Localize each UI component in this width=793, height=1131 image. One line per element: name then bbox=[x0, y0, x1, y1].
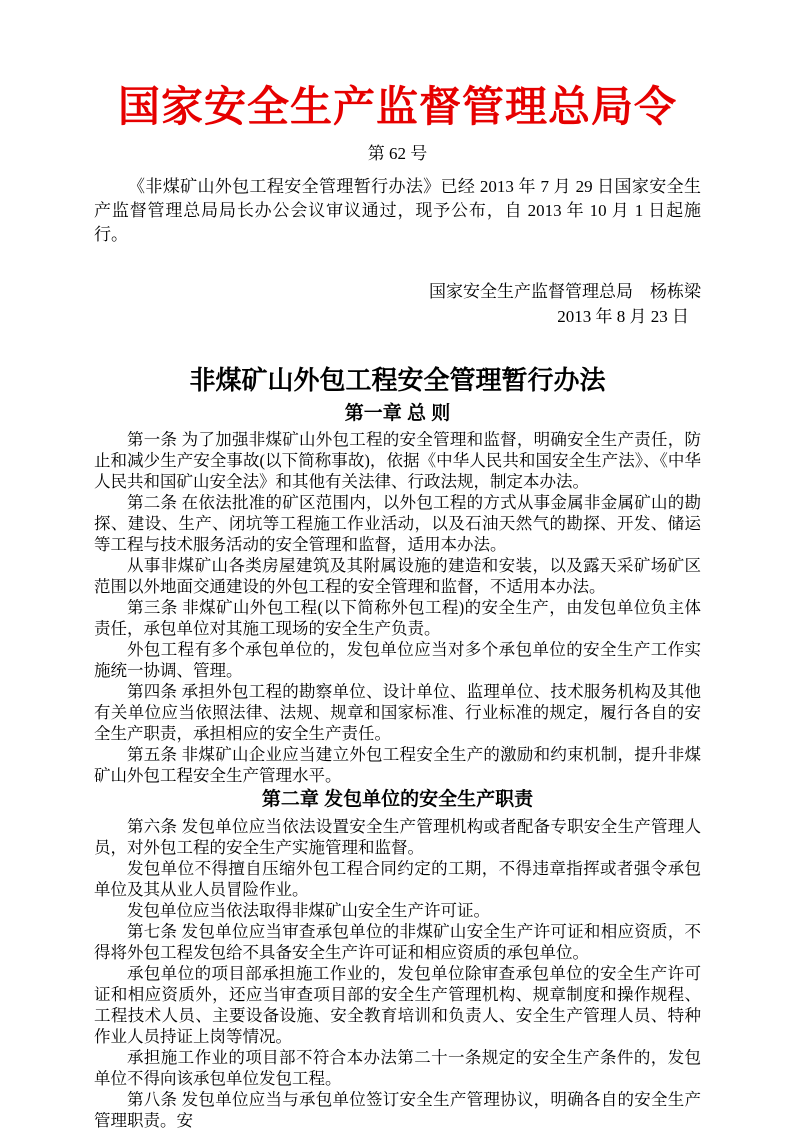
clause-paragraph: 外包工程有多个承包单位的，发包单位应当对多个承包单位的安全生产工作实施统一协调、管理。 bbox=[94, 640, 701, 681]
clause-paragraph: 第七条 发包单位应当审查承包单位的非煤矿山安全生产许可证和相应资质，不得将外包工程发包给不具备安全生产许可证和相应资质的承包单位。 bbox=[94, 922, 701, 963]
clause-paragraph: 承包单位的项目部承担施工作业的，发包单位除审查承包单位的安全生产许可证和相应资质外，还应当审查项目部的安全生产管理机构、规章制度和操作规程、工程技术人员、主要设备设施、安全教育培训和负责人、安全生产管理人员、特种作业人员持证上岗等情况。 bbox=[94, 964, 701, 1047]
clause-paragraph: 承担施工作业的项目部不符合本办法第二十一条规定的安全生产条件的，发包单位不得向该承包单位发包工程。 bbox=[94, 1048, 701, 1089]
order-number: 第 62 号 bbox=[367, 143, 428, 163]
signature-block bbox=[94, 279, 701, 329]
order-title: 国家安全生产监督管理总局令 bbox=[117, 85, 677, 131]
clause-paragraph: 第六条 发包单位应当依法设置安全生产管理机构或者配备专职安全生产管理人员，对外包工程的安全生产实施管理和监督。 bbox=[94, 817, 701, 858]
signature-line: 国家安全生产监督管理总局 杨栋梁 bbox=[429, 281, 701, 301]
clause-paragraph: 发包单位不得擅自压缩外包工程合同约定的工期，不得违章指挥或者强令承包单位及其从业人员冒险作业。 bbox=[94, 859, 701, 900]
clause-paragraph: 第一条 为了加强非煤矿山外包工程的安全管理和监督，明确安全生产责任，防止和减少生产安全事故(以下简称事故)，依据《中华人民共和国安全生产法》、《中华人民共和国矿山安全法》和其他有关法律、行政法规，制定本办法。 bbox=[94, 430, 701, 492]
chapter-2-heading: 第二章 发包单位的安全生产职责 bbox=[261, 789, 534, 811]
chapter-1-heading: 第一章 总 则 bbox=[344, 402, 451, 424]
signature-date: 2013 年 8 月 23 日 bbox=[557, 306, 689, 326]
clause-paragraph: 第八条 发包单位应当与承包单位签订安全生产管理协议，明确各自的安全生产管理职责。安 bbox=[94, 1090, 701, 1131]
clause-paragraph: 第四条 承担外包工程的勘察单位、设计单位、监理单位、技术服务机构及其他有关单位应当依照法律、法规、规章和国家标准、行业标准的规定，履行各自的安全生产职责，承担相应的安全生产责任。 bbox=[94, 682, 701, 744]
clause-paragraph: 第二条 在依法批准的矿区范围内，以外包工程的方式从事金属非金属矿山的勘探、建设、生产、闭坑等工程施工作业活动，以及石油天然气的勘探、开发、储运等工程与技术服务活动的安全管理和监督，适用本办法。 bbox=[94, 493, 701, 555]
clause-paragraph: 发包单位应当依法取得非煤矿山安全生产许可证。 bbox=[127, 901, 490, 921]
clause-paragraph: 第五条 非煤矿山企业应当建立外包工程安全生产的激励和约束机制，提升非煤矿山外包工程安全生产管理水平。 bbox=[94, 745, 701, 786]
clause-paragraph: 第三条 非煤矿山外包工程(以下简称外包工程)的安全生产，由发包单位负主体责任，承包单位对其施工现场的安全生产负责。 bbox=[94, 598, 701, 639]
announcement-paragraph: 《非煤矿山外包工程安全管理暂行办法》已经 2013 年 7 月 29 日国家安全生产监督管理总局局长办公会议审议通过，现予公布，自 2013 年 10 月 1 日起施行。 bbox=[94, 176, 701, 244]
regulation-title: 非煤矿山外包工程安全管理暂行办法 bbox=[189, 364, 606, 395]
clause-paragraph: 从事非煤矿山各类房屋建筑及其附属设施的建造和安装，以及露天采矿场矿区范围以外地面交通建设的外包工程的安全管理和监督，不适用本办法。 bbox=[94, 556, 701, 597]
